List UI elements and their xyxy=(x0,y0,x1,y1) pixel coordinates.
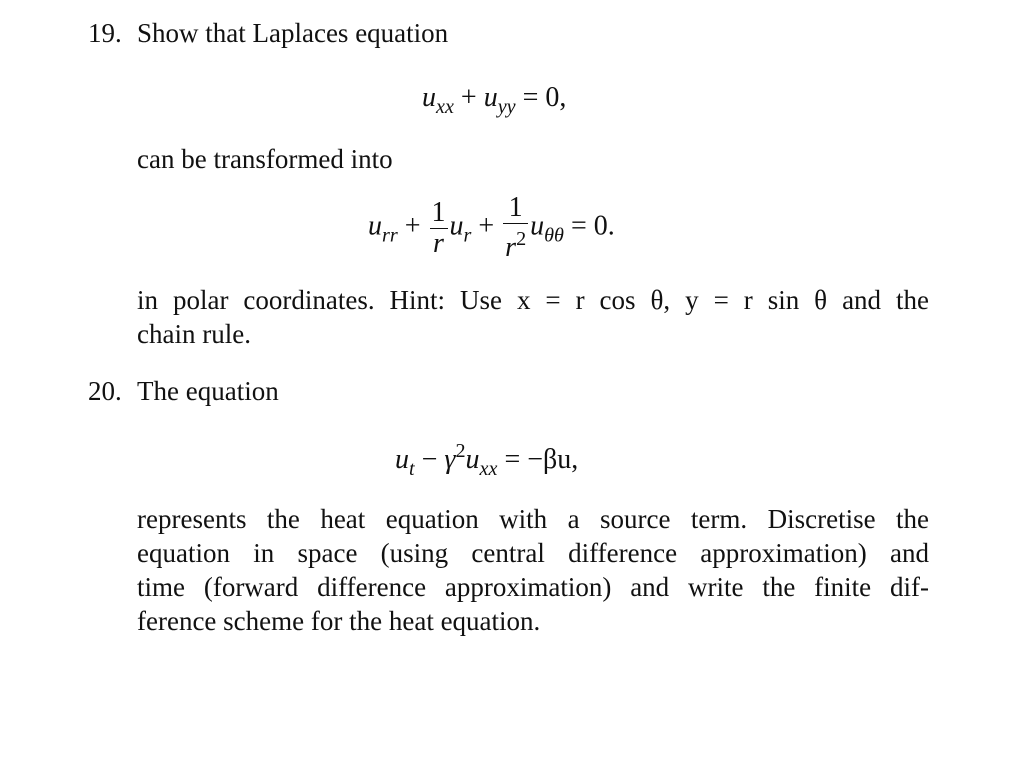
problem-20-number: 20. xyxy=(88,376,122,406)
problem-19-intro: Show that Laplaces equation xyxy=(137,18,449,48)
eq2-sub-rr: rr xyxy=(382,224,398,247)
paragraph-line: equation in space (using central difference approximation) and xyxy=(137,538,929,568)
eq2-u: u xyxy=(368,210,382,242)
paragraph-line: in polar coordinates. Hint: Use x = r cos θ, y = r sin θ and the xyxy=(137,285,929,315)
frac2-r: r xyxy=(505,232,517,264)
eq3-sub-t: t xyxy=(409,458,415,481)
paragraph-line: represents the heat equation with a source term. Discretise the xyxy=(137,504,929,534)
problem-19-number: 19. xyxy=(88,18,122,48)
eq2-ur: u xyxy=(449,210,464,242)
frac1-numerator: 1 xyxy=(431,196,446,228)
problem-19-middle-text: can be transformed into xyxy=(137,144,393,174)
problem-19-hint-paragraph xyxy=(137,283,929,351)
eq1-sub-xx: xx xyxy=(436,96,454,119)
fraction-one-over-r-squared xyxy=(503,193,528,263)
frac2-numerator: 1 xyxy=(503,193,528,224)
eq1-u: u xyxy=(422,82,436,113)
laplace-equation-polar xyxy=(368,193,615,263)
heat-equation-with-source xyxy=(395,440,578,481)
fraction-one-over-r xyxy=(430,198,448,259)
eq1-sub-yy: yy xyxy=(497,96,516,119)
eq3-u2: u xyxy=(465,444,480,476)
eq3-rhs: = −βu, xyxy=(504,444,579,476)
eq1-plus: + xyxy=(460,82,477,113)
eq3-exponent: 2 xyxy=(455,440,466,462)
frac2-denominator xyxy=(503,224,528,263)
eq2-equals-zero: = 0. xyxy=(570,210,615,242)
problem-20-paragraph xyxy=(137,502,929,638)
frac1-denominator: r xyxy=(433,227,444,259)
eq3-u: u xyxy=(395,444,409,476)
eq3-gamma: γ xyxy=(444,444,456,476)
paragraph-line: chain rule. xyxy=(137,319,251,349)
laplace-equation-cartesian xyxy=(422,82,566,119)
eq1-equals-zero: = 0, xyxy=(522,82,567,113)
paragraph-line: time (forward difference approximation) and write the finite dif- xyxy=(137,572,929,602)
eq2-plus-2: + xyxy=(478,210,495,242)
eq2-uthth: u xyxy=(530,210,545,242)
eq3-sub-xx: xx xyxy=(479,458,498,481)
eq2-sub-r: r xyxy=(463,224,472,247)
eq3-minus: − xyxy=(421,444,438,476)
eq2-plus-1: + xyxy=(404,210,421,242)
frac2-exponent: 2 xyxy=(516,228,527,250)
paragraph-line: ference scheme for the heat equation. xyxy=(137,606,541,636)
eq2-sub-thetatheta: θθ xyxy=(544,224,564,247)
problem-20-intro: The equation xyxy=(137,376,279,406)
eq1-u2: u xyxy=(483,82,498,113)
